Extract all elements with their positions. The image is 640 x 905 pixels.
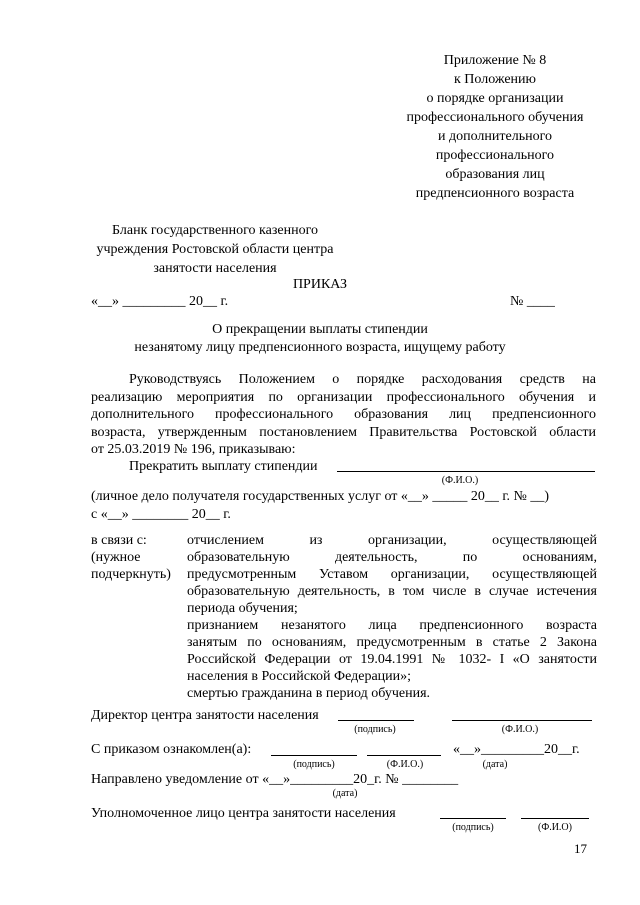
director-fio-line: [452, 720, 592, 721]
paragraph-line: Руководствуясь Положением о порядке расходования средств на: [129, 372, 596, 387]
paragraph-line: от 25.03.2019 № 196, приказываю:: [91, 442, 296, 457]
acknowledged-label: С приказом ознакомлен(а):: [91, 742, 252, 757]
authorized-fio-line: [521, 818, 589, 819]
page-number: 17: [574, 841, 587, 856]
date-caption: (дата): [482, 759, 508, 770]
appendix-line: профессионального: [435, 148, 555, 163]
reason-line: образовательную деятельность, по основаниям,: [187, 550, 597, 565]
fio-caption: (Ф.И.О.): [501, 724, 539, 735]
reason-line: периода обучения;: [187, 601, 298, 616]
date-caption: (дата): [332, 788, 358, 799]
fio-fill-line: [337, 471, 595, 472]
appendix-line: Приложение № 8: [443, 53, 547, 68]
org-line: учреждения Ростовской области центра: [96, 242, 334, 257]
notice-sent-line: Направлено уведомление от «__»_________20_г. № ________: [91, 772, 459, 787]
from-date-line: с «__» ________ 20__ г.: [91, 507, 231, 522]
reasons-label-line: (нужное: [91, 550, 141, 565]
order-date-line: «__» _________ 20__ г.: [91, 294, 229, 309]
subject-line-2: незанятому лицу предпенсионного возраста, ищущему работу: [134, 340, 506, 355]
org-line: Бланк государственного казенного: [112, 223, 318, 238]
reason-line: признанием незанятого лица предпенсионного возраста: [187, 618, 597, 633]
personal-file-line: (личное дело получателя государственных услуг от «__» _____ 20__ г. № __): [91, 489, 550, 504]
appendix-line: образования лиц: [445, 167, 545, 182]
reasons-label-line: в связи с:: [91, 533, 147, 548]
reason-line: смертью гражданина в период обучения.: [187, 686, 431, 701]
reason-line: предусмотренным Уставом организации, осуществляющей: [187, 567, 597, 582]
appendix-line: к Положению: [453, 72, 536, 87]
reason-line: Российской Федерации от 19.04.1991 № 1032- I «О занятости: [187, 652, 597, 667]
fio-caption: (Ф.И.О.): [386, 759, 424, 770]
appendix-line: предпенсионного возраста: [415, 186, 575, 201]
appendix-line: профессионального обучения: [406, 110, 584, 125]
reason-line: населения в Российской Федерации»;: [187, 669, 412, 684]
paragraph-line: дополнительного профессионального образования лиц предпенсионного: [91, 407, 596, 422]
authorized-signature-line: [440, 818, 506, 819]
org-line: занятости населения: [153, 261, 277, 276]
authorized-person-label: Уполномоченное лицо центра занятости населения: [91, 806, 396, 821]
reason-line: отчислением из организации, осуществляющей: [187, 533, 597, 548]
paragraph-line: возраста, утвержденным постановлением Правительства Ростовской области: [91, 425, 596, 440]
stop-payment-label: Прекратить выплату стипендии: [129, 459, 318, 474]
document-type-title: ПРИКАЗ: [292, 277, 348, 292]
ack-date-line: «__»_________20__г.: [453, 742, 580, 757]
reason-line: образовательную деятельность, в том числе в случае истечения: [187, 584, 597, 599]
order-number-line: № ____: [510, 294, 555, 309]
director-signature-line: [338, 720, 414, 721]
reasons-label-line: подчеркнуть): [91, 567, 171, 582]
ack-fio-line: [367, 755, 441, 756]
appendix-line: о порядке организации: [426, 91, 564, 106]
fio-caption: (Ф.И.О): [537, 822, 572, 833]
reason-line: занятым по основаниям, предусмотренным в статье 2 Закона: [187, 635, 597, 650]
paragraph-line: реализацию мероприятия по организации профессионального обучения и: [91, 390, 596, 405]
signature-caption: (подпись): [354, 724, 396, 735]
signature-caption: (подпись): [452, 822, 494, 833]
ack-signature-line: [271, 755, 357, 756]
director-label: Директор центра занятости населения: [91, 708, 319, 723]
appendix-line: и дополнительного: [438, 129, 552, 144]
signature-caption: (подпись): [293, 759, 335, 770]
subject-line-1: О прекращении выплаты стипендии: [212, 322, 428, 337]
fio-caption: (Ф.И.О.): [441, 475, 479, 486]
